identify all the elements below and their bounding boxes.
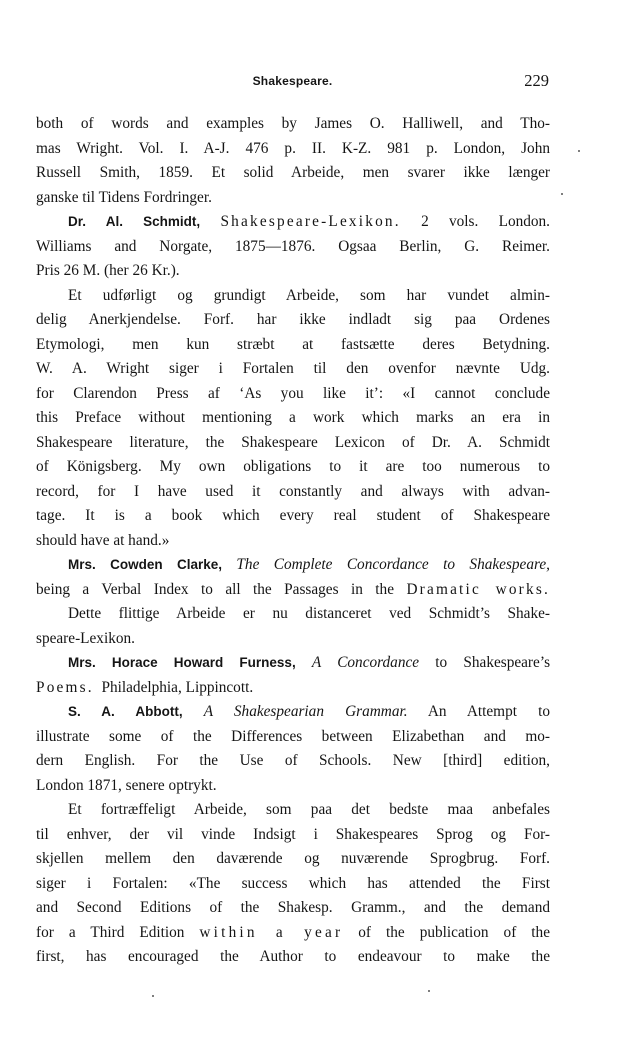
body-text: [36, 112, 550, 970]
entry-schmidt: [36, 210, 550, 235]
text-line: for Clarendon Press af ‘As you like it’: «I cannot conclude: [36, 384, 550, 402]
entry-title: The Complete Concordance to Shakespeare,: [236, 556, 550, 573]
print-speck: [428, 990, 430, 992]
entry-furness: [36, 651, 550, 676]
spaced-text: Poems.: [36, 678, 94, 696]
print-speck: [578, 150, 580, 152]
text-line: Pris 26 M. (her 26 Kr.).: [36, 262, 180, 279]
text-line: Shakespeare literature, the Shakespeare Lexicon of Dr. A. Schmidt: [36, 433, 550, 451]
text-line: speare-Lexikon.: [36, 629, 135, 647]
text-line: both of words and examples by James O. Halliwell, and Tho-: [36, 115, 550, 132]
entry-abbott: [36, 700, 550, 725]
text-line: Et fortræffeligt Arbeide, som paa det bedste maa anbefales: [68, 801, 550, 818]
text-segment: Philadelphia, Lippincott.: [101, 678, 254, 696]
text-line: dern English. For the Use of Schools. New [third] edition,: [36, 752, 550, 769]
text-line: delig Anerkjendelse. Forf. har ikke indladt sig paa Ordenes: [36, 311, 550, 328]
spaced-text: within a year: [199, 923, 344, 941]
text-line: Et udførligt og grundigt Arbeide, som har vundet almin-: [68, 286, 550, 304]
text-line: W. A. Wright siger i Fortalen til den ovenfor nævnte Udg.: [36, 360, 550, 377]
text-segment: of the publication of the: [358, 923, 550, 941]
entry-title: A Shakespearian Grammar.: [203, 703, 408, 720]
text-line: and Second Editions of the Shakesp. Gramm., and the demand: [36, 899, 550, 916]
entry-author: Dr. Al. Schmidt,: [68, 214, 201, 229]
text-line: first, has encouraged the Author to endeavour to make the: [36, 948, 550, 965]
text-line: siger i Fortalen: «The success which has attended the First: [36, 874, 550, 892]
text-line: skjellen mellem den daværende og nuværende Sprogbrug. Forf.: [36, 850, 550, 867]
text-line: ganske til Tidens Fordringer.: [36, 188, 212, 206]
entry-author: S. A. Abbott,: [68, 704, 183, 719]
entry-title: A Concordance: [311, 654, 420, 671]
text-line: tage. It is a book which every real student of Shakespeare: [36, 507, 550, 524]
text-line: this Preface without mentioning a work which marks an era in: [36, 409, 550, 426]
text-line: record, for I have used it constantly and always with advan-: [36, 482, 550, 500]
entry-author: Mrs. Cowden Clarke,: [68, 557, 222, 572]
print-speck: [561, 193, 563, 195]
text-line: [36, 921, 550, 946]
entry-details: to Shakespeare’s: [435, 654, 551, 671]
text-line: til enhver, der vil vinde Indsigt i Shakespeares Sprog og For-: [36, 825, 550, 843]
text-line: Dette flittige Arbeide er nu distanceret ved Schmidt’s Shake-: [68, 605, 550, 622]
text-line: of Königsberg. My own obligations to it are too numerous to: [36, 458, 550, 475]
entry-details: 2 vols. London.: [421, 213, 551, 230]
text-line: [36, 676, 550, 701]
text-line: Etymologi, men kun stræbt at fastsætte deres Betydning.: [36, 335, 550, 353]
text-segment: being a Verbal Index to all the Passages in the: [36, 580, 394, 598]
text-line: London 1871, senere optrykt.: [36, 776, 217, 794]
spaced-text: Dramatic works.: [406, 580, 550, 598]
running-head: Shakespeare.: [252, 74, 333, 88]
entry-details: An Attempt to: [427, 703, 550, 720]
page-number: 229: [524, 71, 549, 90]
print-speck: [152, 995, 154, 997]
entry-author: Mrs. Horace Howard Furness,: [68, 655, 296, 670]
text-segment: for a Third Edition: [36, 923, 185, 941]
text-line: Williams and Norgate, 1875—1876. Ogsaa Berlin, G. Reimer.: [36, 237, 550, 255]
text-line: illustrate some of the Differences between Elizabethan and mo-: [36, 727, 550, 745]
text-line: Russell Smith, 1859. Et solid Arbeide, men svarer ikke længer: [36, 164, 550, 181]
text-line: should have at hand.»: [36, 531, 170, 549]
entry-title: Shakespeare-Lexikon.: [220, 213, 401, 230]
page-header: [36, 71, 549, 96]
entry-clarke: [36, 553, 550, 578]
text-line: [36, 578, 550, 603]
text-line: mas Wright. Vol. I. A-J. 476 p. II. K-Z. 981 p. London, John: [36, 139, 550, 157]
